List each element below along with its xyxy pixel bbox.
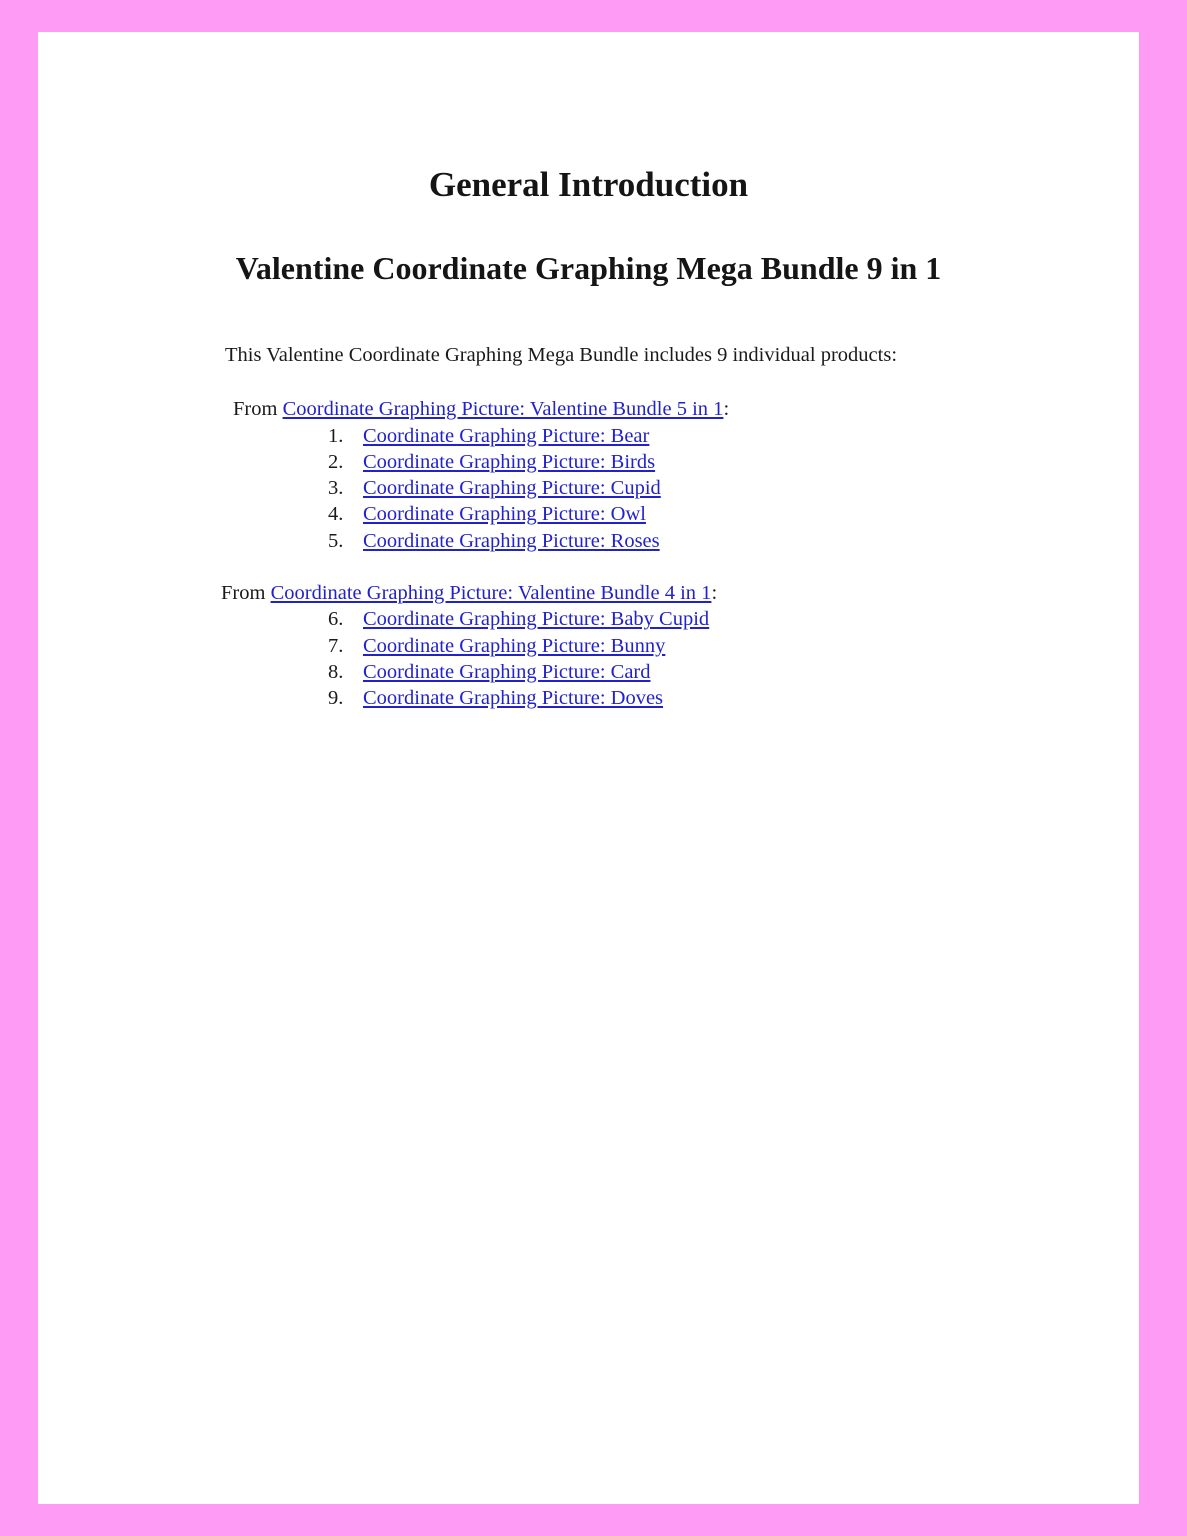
list-item-number: 2. <box>328 450 344 473</box>
list-item <box>38 528 1139 554</box>
list-item <box>38 685 1139 711</box>
bundle-title: Valentine Coordinate Graphing Mega Bundle 9 in 1 <box>235 250 942 286</box>
product-link[interactable]: Coordinate Graphing Picture: Doves <box>363 687 664 710</box>
product-link[interactable]: Coordinate Graphing Picture: Birds <box>363 450 656 473</box>
bundle-link[interactable]: Coordinate Graphing Picture: Valentine Bundle 4 in 1 <box>270 581 712 604</box>
list-item-number: 5. <box>328 529 344 552</box>
list-item <box>38 449 1139 475</box>
list-item-number: 9. <box>328 687 344 710</box>
list-item <box>38 423 1139 449</box>
colon-suffix: : <box>711 581 718 604</box>
list-item-number: 8. <box>328 661 344 684</box>
list-item-number: 3. <box>328 477 344 500</box>
bundle-link[interactable]: Coordinate Graphing Picture: Valentine Bundle 5 in 1 <box>282 398 724 420</box>
list-item <box>38 633 1139 659</box>
bundle-source-line <box>38 396 1139 423</box>
list-item-number: 6. <box>328 608 344 631</box>
bundle-section-4in1 <box>38 580 1139 712</box>
intro-paragraph: This Valentine Coordinate Graphing Mega Bundle includes 9 individual products: <box>225 344 898 366</box>
bundle-section-5in1 <box>38 396 1139 554</box>
product-link[interactable]: Coordinate Graphing Picture: Card <box>363 661 651 684</box>
list-item-number: 1. <box>328 424 344 447</box>
list-item-number: 7. <box>328 634 344 657</box>
list-item <box>38 659 1139 685</box>
product-link[interactable]: Coordinate Graphing Picture: Owl <box>363 503 646 526</box>
product-list-2 <box>38 606 1139 711</box>
list-item-number: 4. <box>328 503 344 526</box>
from-label: From <box>221 581 271 604</box>
product-list-1 <box>38 423 1139 554</box>
product-link[interactable]: Coordinate Graphing Picture: Roses <box>363 529 660 552</box>
document-page <box>38 32 1139 1504</box>
product-link[interactable]: Coordinate Graphing Picture: Baby Cupid <box>363 608 710 631</box>
list-item <box>38 475 1139 501</box>
product-link[interactable]: Coordinate Graphing Picture: Cupid <box>363 477 661 500</box>
from-label: From <box>233 398 283 420</box>
bundle-source-line <box>38 580 1139 607</box>
list-item <box>38 606 1139 632</box>
list-item <box>38 501 1139 527</box>
product-link[interactable]: Coordinate Graphing Picture: Bunny <box>363 634 666 657</box>
product-link[interactable]: Coordinate Graphing Picture: Bear <box>363 424 650 447</box>
colon-suffix: : <box>723 398 730 420</box>
page-title: General Introduction <box>428 165 749 204</box>
